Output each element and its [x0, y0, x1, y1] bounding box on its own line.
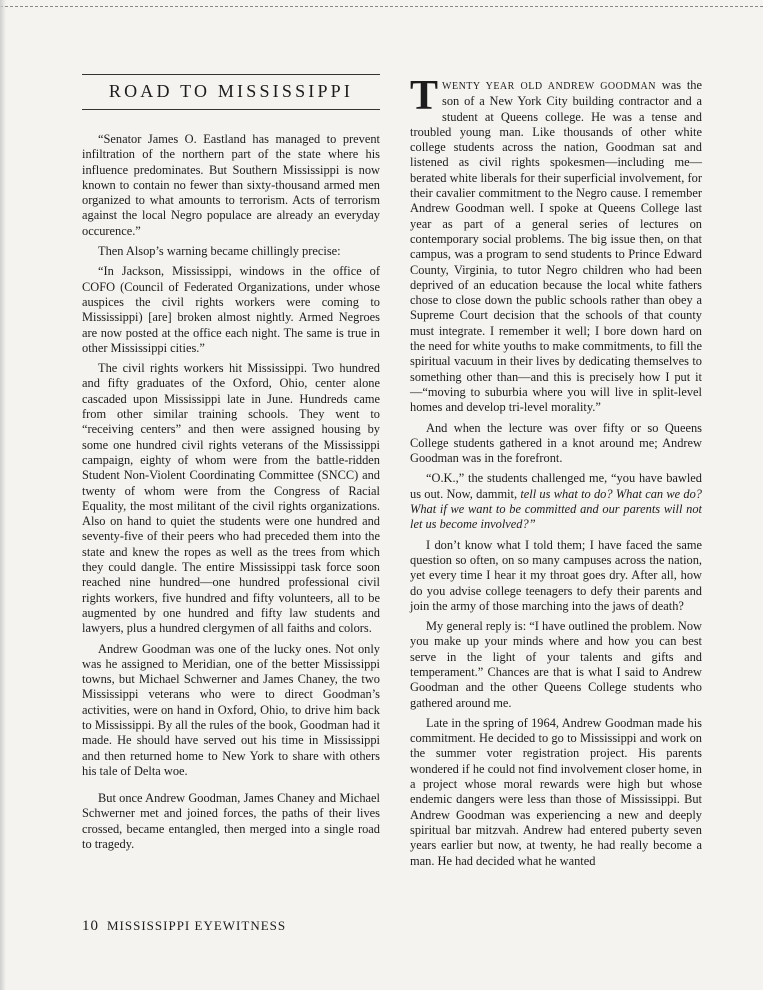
page-footer	[82, 918, 286, 935]
paragraph: “Senator James O. Eastland has managed to prevent infiltration of the northern part of the state where his influence predominates. But Southern Mississippi is now known to contain no fewer than sixty-thousand armed men organized to what amounts to terrorism. Acts of terrorism against the local Negro populace are already an everyday occurence.”	[82, 132, 380, 238]
paragraph-text: “O.K.,” the students challenged me, “you have bawled us out. Now, dammit,	[410, 471, 702, 501]
publication-name: MISSISSIPPI EYEWITNESS	[107, 918, 287, 933]
left-column	[82, 74, 380, 857]
article-title: ROAD TO MISSISSIPPI	[108, 81, 354, 102]
paragraph: The civil rights workers hit Mississippi. Two hundred and fifty graduates of the Oxford, Ohio, center alone cascaded upon Mississippi late in June. Hundreds came from other similar training schools. They went to “receiving centers” and then were assigned housing by some one hundred civil rights veterans of the Mississippi campaign, eighty of whom were from the battle-ridden Student Non-Violent Coordinating Committee (SNCC) and twenty of whom were from the Congress of Racial Equality, the most militant of the civil rights organizations. Also on hand to quiet the students were one hundred and seventy-five of their peers who had preceded them into the state and knew the ropes as well as the trees from which they could dangle. The entire Mississippi task force soon reached nine hundred—one hundred professional civil rights workers, five hundred and fifty volunteers, all to be augmented by one hundred and fifty law students and lawyers, plus a hundred clergymen of all faiths and colors.	[82, 361, 380, 636]
paragraph: Late in the spring of 1964, Andrew Goodman made his commitment. He decided to go to Mississippi and work on the summer voter registration project. His parents wondered if he could not find involvement closer home, in a project whose moral rewards were high but whose endemic dangers were less than those of Mississippi. But Andrew Goodman was experiencing a new and deeply spiritual bar mitzvah. Andrew had entered puberty seven years earlier but now, at twenty, he had really become a man. He had decided what he wanted	[410, 715, 702, 868]
lead-in-smallcaps: WENTY YEAR OLD ANDREW GOODMAN	[442, 81, 656, 92]
opening-paragraph	[410, 73, 702, 416]
page-top-edge	[0, 0, 763, 7]
paragraph: But once Andrew Goodman, James Chaney and Michael Schwerner met and joined forces, the paths of their lives crossed, became entangled, then merged into a single road to tragedy.	[82, 791, 380, 852]
title-rule-box	[82, 74, 380, 110]
italic-quote: tell us what to do? What can we do? What if we want to be committed and our parents will not let us become involved?”	[410, 486, 702, 532]
page-left-edge	[0, 0, 6, 990]
paragraph: Then Alsop’s warning became chillingly precise:	[98, 244, 341, 259]
paragraph: And when the lecture was over fifty or so Queens College students gathered in a knot around me; Andrew Goodman was in the forefront.	[410, 420, 702, 466]
paragraph: Andrew Goodman was one of the lucky ones. Not only was he assigned to Meridian, one of the better Mississippi towns, but Michael Schwerner and James Chaney, the two Mississippi veterans who were to direct Goodman’s activities, were on hand in Oxford, Ohio, to drive him back to Mississippi. By all the rules of the book, Goodman had it made. He should have served out his time in Mississippi and then returned home to New York to share with others his tale of Delta woe.	[82, 641, 380, 778]
page-number: 10	[82, 918, 99, 934]
drop-cap: T	[410, 73, 439, 119]
paragraph: My general reply is: “I have outlined the problem. Now you make up your minds where and how you can best serve in the light of your talents and gifts and temperament.” Chances are that is what I said to Andrew Goodman and the other Queens College students who gathered around me.	[410, 619, 702, 710]
paragraph	[410, 471, 702, 532]
paragraph: “In Jackson, Mississippi, windows in the office of COFO (Council of Federated Organizations, under whose auspices the civil rights workers were coming to Mississippi) [are] broken almost nightly. Armed Negroes are now posted at the office each night. The same is true in other Mississippi cities.”	[82, 264, 380, 355]
paragraph: I don’t know what I told them; I have faced the same question so often, on so many campuses across the nation, yet every time I hear it my throat goes dry. After all, how do you advise college teenagers to defy their parents and join the army of those marching into the jaws of death?	[410, 537, 702, 613]
paragraph-text: was the son of a New York City building contractor and a student at Queens college. He was a tense and troubled young man. Like thousands of other white college students across the nation, Goodman sat and listened as civil rights spokesmen—including me—berated white liberals for their superficial involvement, for their cavalier commitment to the Negro cause. I remember Andrew Goodman well. I spoke at Queens College last year as part of a general series of lectures on contemporary social problems. The big issue then, on that campus, was a program to send students to Prince Edward County, Virginia, to tutor Negro children who had been deprived of an education because the local white fathers chose to close down the public schools rather than obey a Supreme Court decision that the schools of that county must integrate. I remember it well; I bore down hard on the need for white youths to make commitments, to fill the spiritual vacuum in their lives by dedicating themselves to something other than—and this is precisely how I put it—“moving to suburbia where you will live in split-level homes and develop tri-level morality.”	[410, 78, 702, 415]
right-column	[410, 73, 702, 874]
